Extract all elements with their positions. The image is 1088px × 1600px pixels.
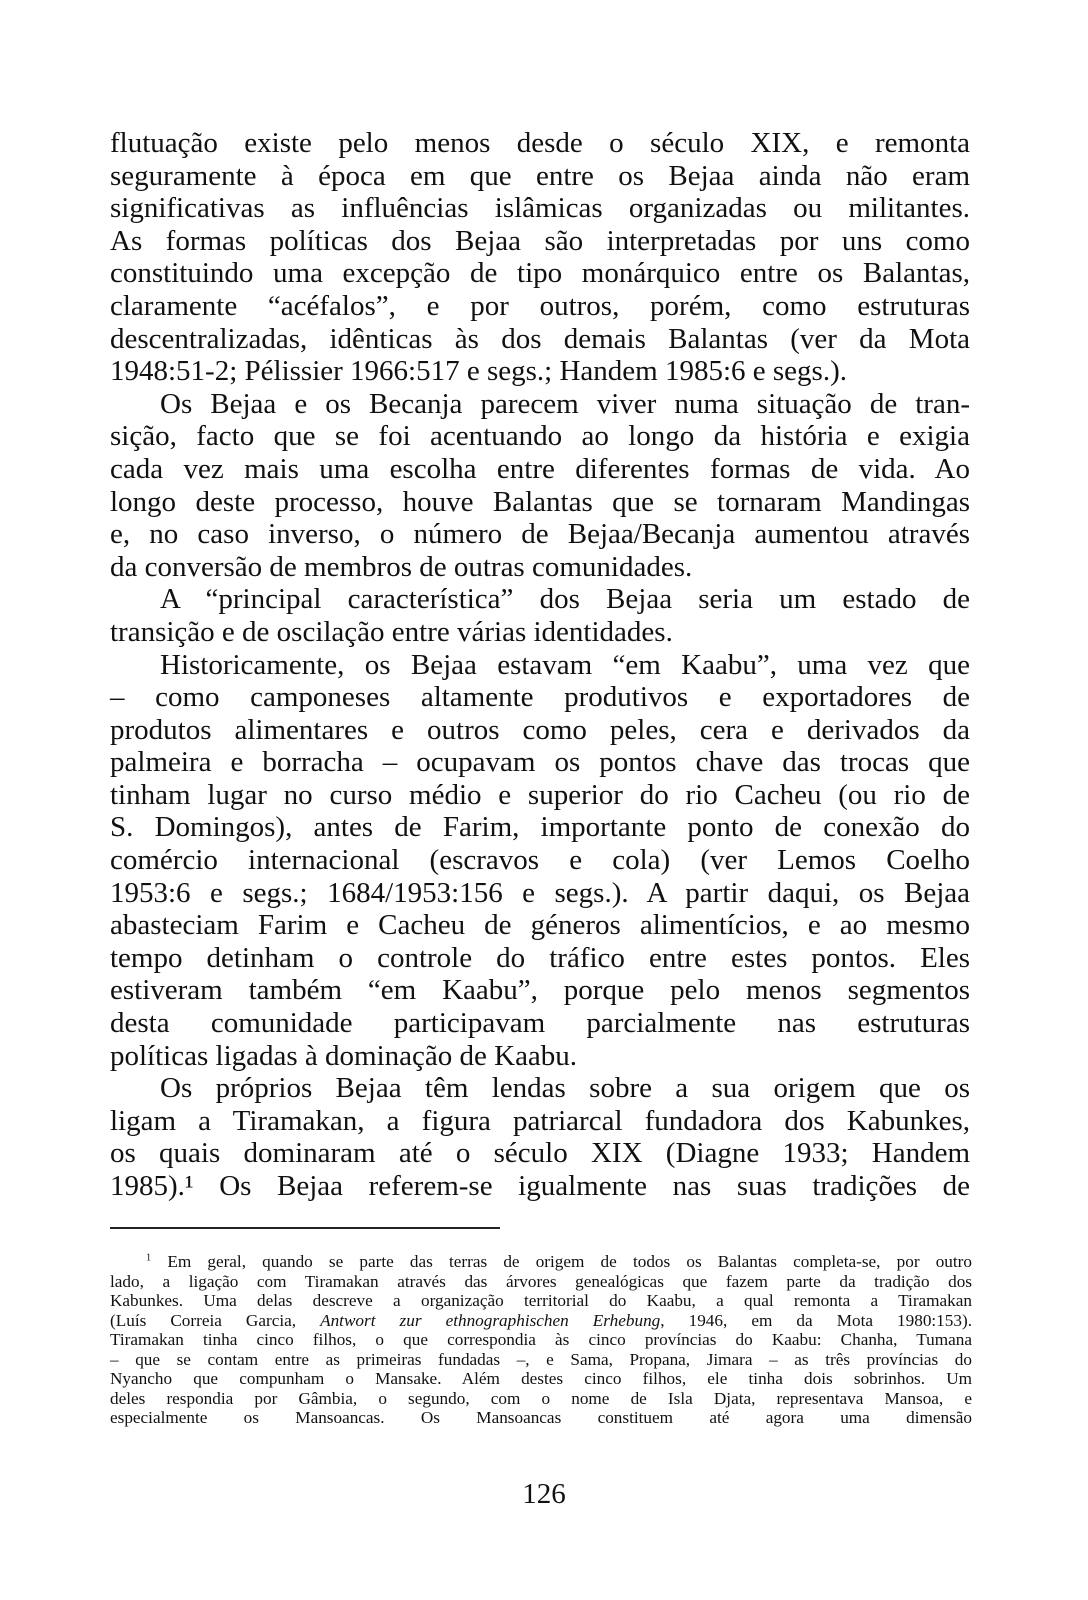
text-run: 1948:51-2; Pélissier 1966:517 e segs.; Handem 1985:6 e segs.). [110, 355, 847, 388]
body-line [110, 844, 970, 877]
text-run: seguramente à época em que entre os Bejaa ainda não eram [110, 159, 970, 192]
footnote-line [110, 1272, 972, 1292]
body-line [110, 714, 970, 747]
body-line [110, 323, 970, 356]
body-line [110, 1007, 970, 1040]
body-line [110, 453, 970, 486]
body-line [110, 420, 970, 453]
body-line [110, 942, 970, 975]
footnote-line [110, 1291, 972, 1311]
body-line [110, 1040, 970, 1073]
text-run: transição e de oscilação entre várias identidades. [110, 615, 673, 648]
body-line [110, 681, 970, 714]
italic-title: Antwort zur ethnographischen Erhebung [320, 1310, 661, 1330]
text-run: lado, a ligação com Tiramakan através das árvores genealógicas que fazem parte da tradição dos [110, 1271, 972, 1291]
text-run: e, no caso inverso, o número de Bejaa/Becanja aumentou através [110, 518, 970, 551]
body-line [110, 583, 970, 616]
text-run: descentralizadas, idênticas às dos demais Balantas (ver da Mota [110, 322, 970, 355]
text-run: claramente “acéfalos”, e por outros, porém, como estruturas [110, 289, 970, 322]
body-line [110, 225, 970, 258]
footnote-line [110, 1330, 972, 1350]
footnote-divider [110, 1227, 500, 1229]
text-run: Os próprios Bejaa têm lendas sobre a sua origem que os [160, 1072, 970, 1105]
text-run: os quais dominaram até o século XIX (Diagne 1933; Handem [110, 1137, 970, 1170]
text-run: S. Domingos), antes de Farim, importante ponto de conexão do [110, 811, 970, 844]
text-run: comércio internacional (escravos e cola) (ver Lemos Coelho [110, 844, 970, 877]
text-run: tempo detinham o controle do tráfico entre estes pontos. Eles [110, 941, 970, 974]
text-run: A “principal característica” dos Bejaa seria um estado de [160, 583, 970, 616]
body-line [110, 1105, 970, 1138]
text-run: significativas as influências islâmicas organizadas ou militantes. [110, 192, 970, 225]
text-run: abasteciam Farim e Cacheu de géneros alimentícios, e ao mesmo [110, 909, 970, 942]
body-line [110, 192, 970, 225]
text-run: produtos alimentares e outros como peles, cera e derivados da [110, 713, 970, 746]
text-run: tinham lugar no curso médio e superior do rio Cacheu (ou rio de [110, 778, 970, 811]
text-run: desta comunidade participavam parcialmente nas estruturas [110, 1007, 970, 1040]
text-run: ligam a Tiramakan, a figura patriarcal fundadora dos Kabunkes, [110, 1104, 970, 1137]
text-run: – que se contam entre as primeiras fundadas –, e Sama, Propana, Jimara – as três províncias do [110, 1349, 972, 1369]
text-run: Tiramakan tinha cinco filhos, o que correspondia às cinco províncias do Kaabu: Chanha, Tumana [110, 1330, 972, 1349]
body-line [110, 160, 970, 193]
body-line [110, 779, 970, 812]
body-line [110, 486, 970, 519]
text-run: sição, facto que se foi acentuando ao longo da história e exigia [110, 420, 970, 453]
text-run: Nyancho que compunham o Mansake. Além destes cinco filhos, ele tinha dois sobrinhos. Um [110, 1369, 972, 1388]
text-run: longo deste processo, houve Balantas que se tornaram Mandingas [110, 485, 970, 518]
text-run: 1985).¹ Os Bejaa referem-se igualmente nas suas tradições de [110, 1170, 970, 1202]
body-line [110, 746, 970, 779]
footnote-line [110, 1350, 972, 1370]
footnote-line [110, 1252, 972, 1272]
text-run: 1953:6 e segs.; 1684/1953:156 e segs.). A partir daqui, os Bejaa [110, 876, 970, 909]
page-number: 126 [522, 1478, 566, 1510]
body-line [110, 518, 970, 551]
body-text [110, 127, 970, 1203]
text-run: Os Bejaa e os Becanja parecem viver numa situação de tran- [160, 387, 970, 420]
text-run: (Luís Correia Garcia, [110, 1310, 321, 1330]
body-line [110, 127, 970, 160]
body-line [110, 1137, 970, 1170]
body-line [110, 388, 970, 421]
body-line [110, 811, 970, 844]
text-run: Em geral, quando se parte das terras de origem de todos os Balantas completa-se, por outro [167, 1252, 972, 1271]
body-line [110, 616, 970, 649]
body-line [110, 551, 970, 584]
text-run: palmeira e borracha – ocupavam os pontos chave das trocas que [110, 746, 970, 779]
footnotes [110, 1252, 972, 1428]
body-line [110, 909, 970, 942]
text-run: – como camponeses altamente produtivos e exportadores de [110, 681, 970, 714]
body-line [110, 355, 970, 388]
text-run: Kabunkes. Uma delas descreve a organização territorial do Kaabu, a qual remonta a Tiramakan [110, 1291, 972, 1310]
text-run: da conversão de membros de outras comunidades. [110, 550, 693, 583]
body-line [110, 1170, 970, 1203]
text-run: constituindo uma excepção de tipo monárquico entre os Balantas, [110, 257, 970, 290]
footnote-marker: 1 [146, 1252, 152, 1264]
body-line [110, 257, 970, 290]
body-line [110, 877, 970, 910]
footnote-line [110, 1311, 972, 1331]
body-line [110, 974, 970, 1007]
footnote-line [110, 1369, 972, 1389]
text-run: flutuação existe pelo menos desde o século XIX, e remonta [110, 127, 970, 159]
body-line [110, 1072, 970, 1105]
text-run: especialmente os Mansoancas. Os Mansoancas constituem até agora uma dimensão [110, 1408, 972, 1427]
text-run: Historicamente, os Bejaa estavam “em Kaabu”, uma vez que [160, 648, 970, 681]
footnote-line [110, 1389, 972, 1409]
body-line [110, 649, 970, 682]
text-run: As formas políticas dos Bejaa são interpretadas por uns como [110, 224, 970, 257]
body-line [110, 290, 970, 323]
text-run: estiveram também “em Kaabu”, porque pelo menos segmentos [110, 974, 970, 1007]
footnote-line [110, 1408, 972, 1428]
text-run: políticas ligadas à dominação de Kaabu. [110, 1039, 578, 1072]
text-run: cada vez mais uma escolha entre diferentes formas de vida. Ao [110, 452, 970, 485]
text-run: deles respondia por Gâmbia, o segundo, com o nome de Isla Djata, representava Mansoa, e [110, 1388, 972, 1408]
text-run: , 1946, em da Mota 1980:153). [660, 1310, 972, 1330]
